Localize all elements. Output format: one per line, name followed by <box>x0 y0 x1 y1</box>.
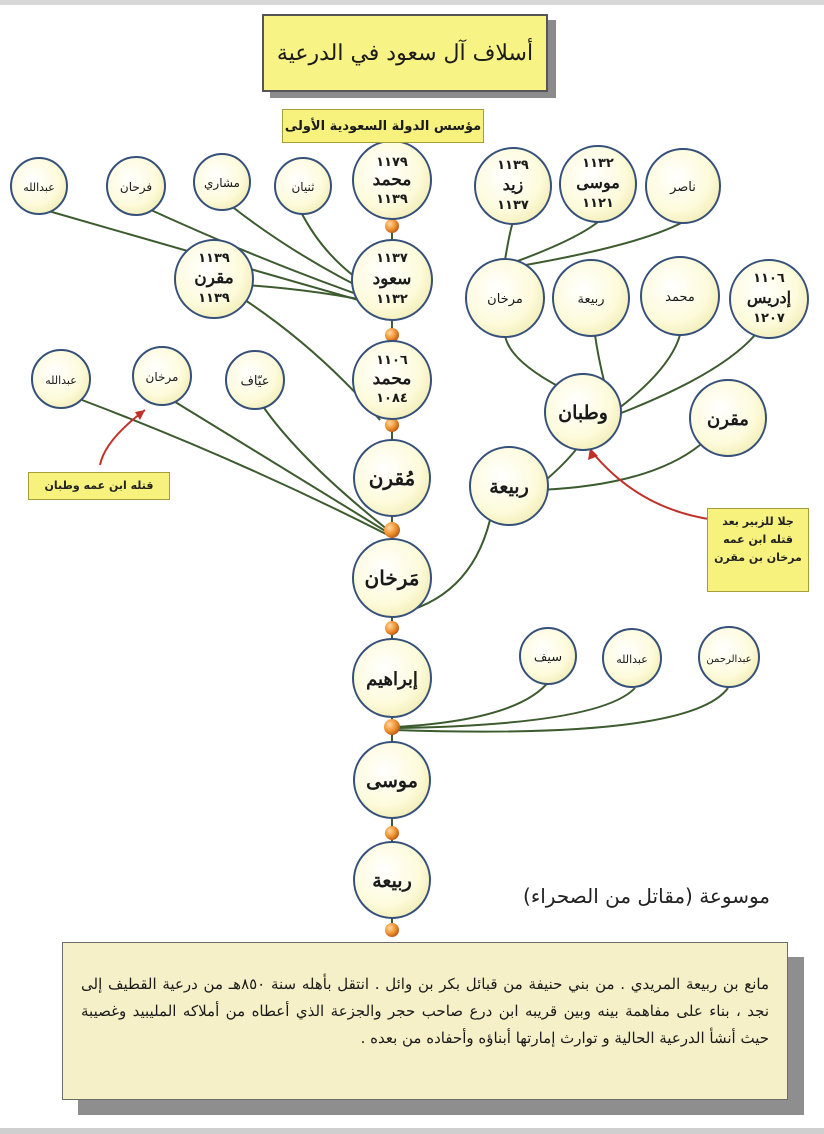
rabia-root-name: ربيعة <box>372 870 412 892</box>
note-right-line-3: مرخان بن مقرن <box>714 551 802 564</box>
trunk-node-ibrahim <box>353 639 431 717</box>
source-caption <box>480 884 770 924</box>
musa-name: موسى <box>366 770 418 792</box>
markhan-name: مَرخان <box>364 566 420 590</box>
node-ayyaf <box>226 351 284 409</box>
description-box <box>62 942 788 1100</box>
bead-4 <box>384 522 400 538</box>
description-text: مانع بن ربيعة المريدي . من بني حنيفة من قبائل بكر بن وائل . انتقل بأهله سنة ٨٥٠هـ من درعية القطيف إلى نجد ، بناء على مفاهمة بينه وبين قريبه ابن درع صاحب حجر والجزعة الذي أعطاه من أملاكه المليبيد وغصيبة حيث أنشأ الدرعية الحالية و توارث إمارتها أبناؤه وأحفاده من بعده . <box>81 975 770 1047</box>
bead-1 <box>385 219 399 233</box>
bead-5 <box>385 621 399 635</box>
node-abdullah-muqrin <box>32 350 90 408</box>
line-markhan-zayd <box>505 222 513 260</box>
muhammad-founder-top-year: ١١٧٩ <box>376 155 408 170</box>
abdullah-saud-name: عبدالله <box>23 181 55 194</box>
line-ibrahim-abdullah <box>395 688 635 728</box>
muqrin-1139-top-year: ١١٣٩ <box>198 251 230 266</box>
trunk-node-saud <box>352 240 432 320</box>
node-rabia <box>470 447 548 525</box>
bottom-border-strip <box>0 1128 824 1134</box>
abdullah-muqrin-name: عبدالله <box>45 374 77 387</box>
idris-name: إدريس <box>746 288 792 307</box>
diagram-title <box>262 14 548 92</box>
node-muqrin-1139 <box>175 240 253 318</box>
line-rabia-muqrin <box>540 445 700 490</box>
node-abdulrahman <box>699 627 759 687</box>
idris-top-year: ١١٠٦ <box>753 271 785 286</box>
line-muqrin-abdullah <box>82 400 386 534</box>
arrow-right-note <box>592 452 715 520</box>
node-zayd <box>475 148 551 224</box>
bead-2 <box>385 328 399 342</box>
ibrahim-name: إبراهيم <box>366 669 418 690</box>
node-mishari <box>194 154 250 210</box>
musa-right-name: موسى <box>576 173 620 192</box>
watban-name: وطبان <box>558 402 608 424</box>
markhan-right-name: مرخان <box>487 292 523 307</box>
zayd-name: زيد <box>502 175 524 194</box>
rabia-small-name: ربيعة <box>577 292 605 307</box>
mishari-name: مشاري <box>204 176 240 190</box>
farhan-name: فرحان <box>119 180 153 194</box>
node-muhammad-small <box>641 257 719 335</box>
note-left-text: قتله ابن عمه وطبان <box>44 479 154 492</box>
bead-7 <box>385 826 399 840</box>
trunk-node-musa <box>354 742 430 818</box>
muhammad-founder-name: محمد <box>372 170 412 190</box>
bead-3 <box>385 418 399 432</box>
node-nasir <box>646 149 720 223</box>
bead-8 <box>385 923 399 937</box>
node-idris <box>730 260 808 338</box>
sayf-name: سيف <box>533 650 563 665</box>
musa-right-bottom-year: ١١٢١ <box>582 196 614 211</box>
trunk-node-muhammad-1106 <box>353 341 431 419</box>
rabia-name: ربيعة <box>489 476 529 498</box>
zayd-bottom-year: ١١٣٧ <box>497 198 529 213</box>
node-muqrin-right <box>690 380 766 456</box>
muqrin-1139-name: مقرن <box>194 268 234 288</box>
node-watban <box>545 374 621 450</box>
node-musa-right <box>560 146 636 222</box>
node-markhan-left <box>133 347 191 405</box>
muqrin-1139-bottom-year: ١١٣٩ <box>198 291 230 306</box>
muhammad-1106-bottom-year: ١٠٨٤ <box>376 391 408 406</box>
saud-bottom-year: ١١٣٢ <box>376 292 408 307</box>
muhammad-founder-bottom-year: ١١٣٩ <box>376 192 408 207</box>
founder-label <box>282 109 484 143</box>
note-fled-to-zubair <box>707 508 809 592</box>
node-markhan-right <box>466 259 544 337</box>
thunayan-name: ثنيان <box>291 180 315 194</box>
abdulrahman-name: عبدالرحمن <box>706 654 752 665</box>
idris-bottom-year: ١٢٠٧ <box>753 311 785 326</box>
note-right-line-2: قتله ابن عمه <box>723 533 793 546</box>
zayd-top-year: ١١٣٩ <box>497 158 529 173</box>
musa-right-top-year: ١١٣٢ <box>582 156 614 171</box>
node-rabia-small <box>553 260 629 336</box>
muqrin-name: مُقرن <box>368 466 416 490</box>
source-caption-text: موسوعة (مقاتل من الصحراء) <box>523 884 770 908</box>
note-killed-by-watban <box>28 472 170 500</box>
line-watban-muhammad <box>614 335 680 412</box>
line-markhan-nasir <box>520 222 683 266</box>
nasir-name: ناصر <box>670 180 696 195</box>
muhammad-1106-name: محمد <box>372 369 412 389</box>
trunk-node-rabia <box>354 842 430 918</box>
node-abdullah-ibrahim <box>603 629 661 687</box>
trunk-node-markhan <box>353 539 431 617</box>
line-markhan-musa <box>515 222 598 262</box>
saud-name: سعود <box>372 269 412 289</box>
node-thunayan <box>275 158 331 214</box>
markhan-left-name: مرخان <box>145 370 179 384</box>
trunk-node-muqrin <box>354 440 430 516</box>
diagram-title-text: أسلاف آل سعود في الدرعية <box>276 40 534 66</box>
muhammad-1106-top-year: ١١٠٦ <box>376 353 408 368</box>
node-sayf <box>520 628 576 684</box>
bead-6 <box>384 719 400 735</box>
arrow-left-note <box>100 410 145 465</box>
muqrin-right-name: مقرن <box>707 409 749 430</box>
line-muqrin-markhan <box>172 400 387 532</box>
line-ibrahim-abdulrahman <box>395 688 728 732</box>
note-right-line-1: جلا للزبير بعد <box>722 515 794 528</box>
muhammad-small-name: محمد <box>665 290 695 305</box>
node-abdullah-saud <box>11 158 67 214</box>
founder-label-text: مؤسس الدولة السعودية الأولى <box>284 118 482 134</box>
trunk-node-muhammad-founder <box>353 141 431 219</box>
abdullah-ibrahim-name: عبدالله <box>616 653 648 666</box>
saud-top-year: ١١٣٧ <box>376 251 408 266</box>
arrowhead-left <box>135 410 145 420</box>
ayyaf-name: عيّاف <box>240 374 270 389</box>
node-farhan <box>107 157 165 215</box>
